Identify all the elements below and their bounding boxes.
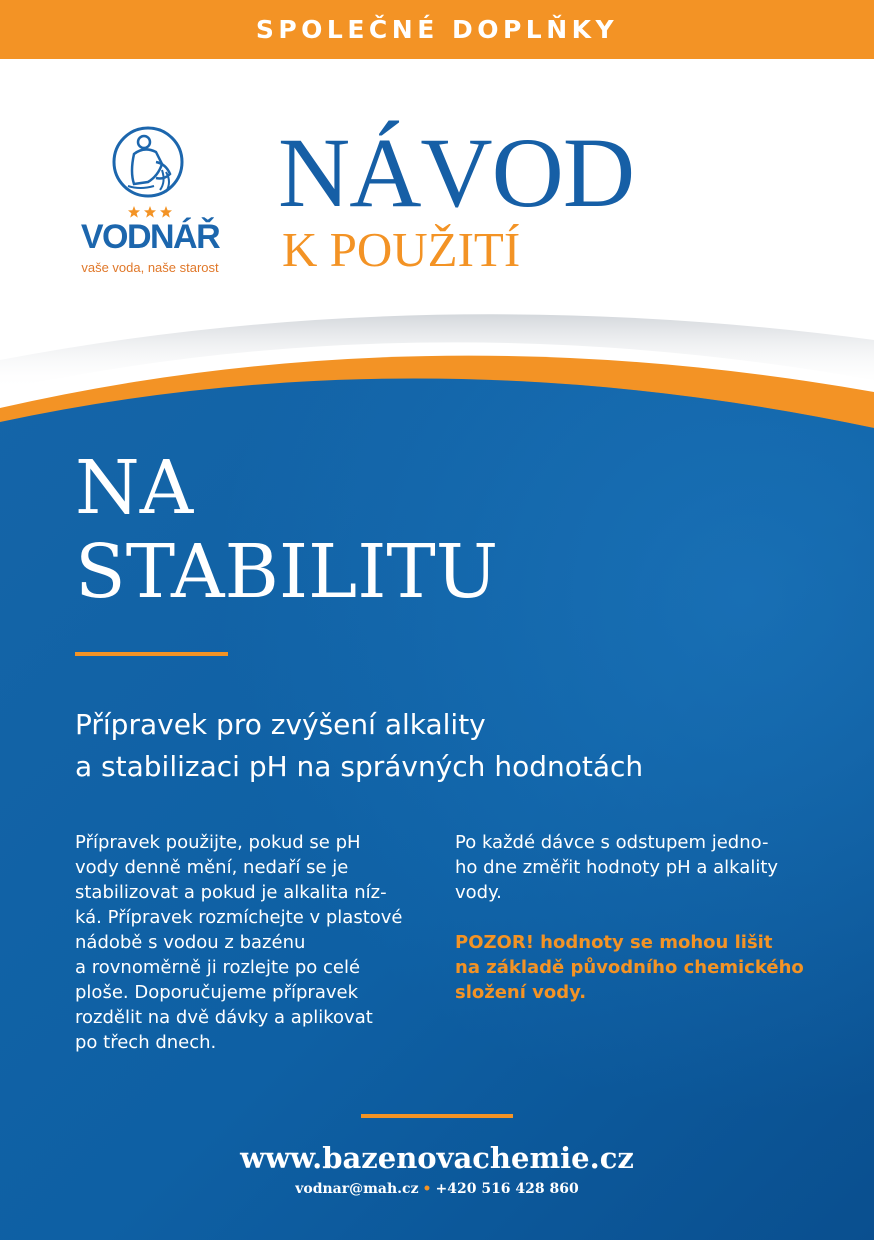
product-heading-line: STABILITU <box>75 529 499 615</box>
three-stars-icon <box>128 206 172 218</box>
instructions-right <box>455 830 804 1005</box>
instruction-line: nádobě s vodou z bazénu <box>75 932 306 953</box>
warning-note <box>455 930 804 1005</box>
brand-name: VODNÁŘ <box>80 218 220 256</box>
lead-line: Přípravek pro zvýšení alkality <box>75 708 486 741</box>
warning-line: POZOR! hodnoty se mohou lišit <box>455 932 773 953</box>
brand-logo <box>72 120 232 280</box>
instruction-line: ploše. Doporučujeme přípravek <box>75 982 358 1003</box>
instruction-line: Po každé dávce s odstupem jedno- <box>455 832 769 853</box>
warning-line: složení vody. <box>455 982 587 1003</box>
instruction-line: po třech dnech. <box>75 1032 217 1053</box>
instruction-line: vody. <box>455 882 502 903</box>
instruction-line: ho dne změřit hodnoty pH a alkality <box>455 857 779 878</box>
brand-tagline: vaše voda, naše starost <box>81 260 219 275</box>
warning-line: na základě původního chemického <box>455 957 804 978</box>
document-title: NÁVOD <box>278 117 635 228</box>
instruction-line: Přípravek použijte, pokud se pH <box>75 832 361 853</box>
instruction-line: rozdělit na dvě dávky a aplikovat <box>75 1007 373 1028</box>
lead-line: a stabilizaci pH na správných hodnotách <box>75 750 644 783</box>
product-description <box>75 704 643 788</box>
instructions-left <box>75 830 403 1055</box>
divider <box>75 652 228 656</box>
instruction-line: vody denně mění, nedaří se je <box>75 857 349 878</box>
product-heading-line: NA <box>75 445 194 531</box>
email-link[interactable]: vodnar@mah.cz <box>295 1181 419 1197</box>
instruction-line: ká. Přípravek rozmíchejte v plastové <box>75 907 403 928</box>
aquarius-water-bearer-icon <box>104 124 192 212</box>
category-label: SPOLEČNÉ DOPLŇKY <box>255 15 619 44</box>
contact-line <box>0 1179 874 1199</box>
category-bar <box>0 0 874 59</box>
instruction-line: stabilizovat a pokud je alkalita níz- <box>75 882 387 903</box>
document-subtitle: K POUŽITÍ <box>282 222 521 277</box>
website-link[interactable]: www.bazenovachemie.cz <box>240 1141 634 1175</box>
instruction-line: a rovnoměrně ji rozlejte po celé <box>75 957 361 978</box>
product-heading <box>75 446 498 614</box>
footer-divider <box>361 1114 513 1118</box>
phone-link[interactable]: +420 516 428 860 <box>435 1181 579 1197</box>
separator-dot: • <box>422 1181 432 1197</box>
